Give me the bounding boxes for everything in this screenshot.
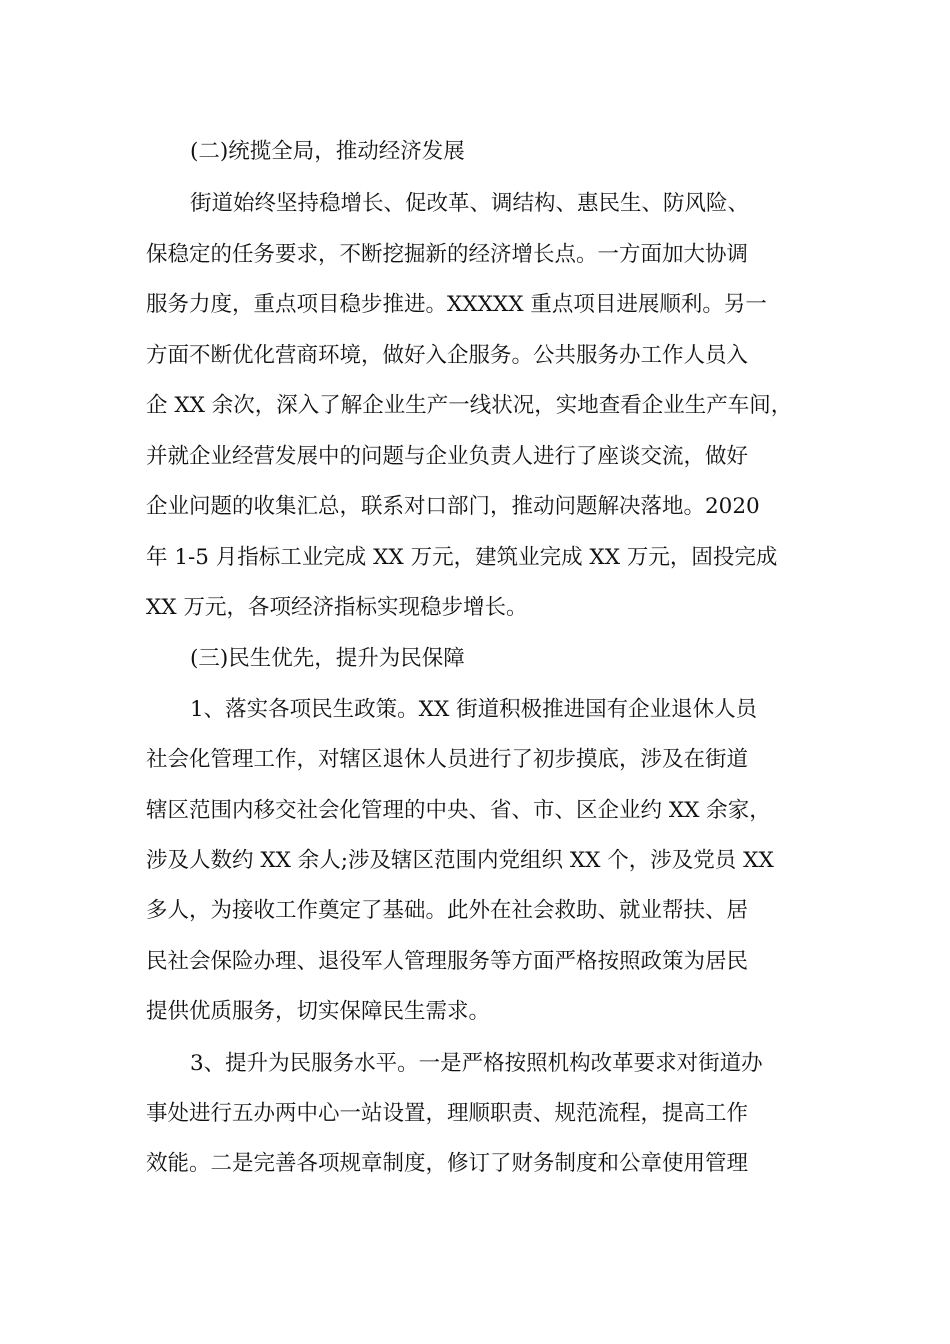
- paragraph-line: 年 1-5 月指标工业完成 XX 万元，建筑业完成 XX 万元，固投完成: [146, 545, 778, 570]
- paragraph-line: 辖区范围内移交社会化管理的中央、省、市、区企业约 XX 余家，: [146, 798, 771, 823]
- paragraph-line: 街道始终坚持稳增长、促改革、调结构、惠民生、防风险、: [190, 191, 750, 216]
- paragraph-line: 服务力度，重点项目稳步推进。XXXXX 重点项目进展顺利。另一: [146, 292, 767, 317]
- paragraph-line: 企业问题的收集汇总，联系对口部门，推动问题解决落地。2020: [146, 494, 760, 519]
- paragraph-line: 并就企业经营发展中的问题与企业负责人进行了座谈交流，做好: [146, 444, 749, 469]
- paragraph-line: 方面不断优化营商环境，做好入企服务。公共服务办工作人员入: [146, 343, 749, 368]
- paragraph-line: 效能。二是完善各项规章制度，修订了财务制度和公章使用管理: [146, 1151, 749, 1176]
- paragraph-line: 保稳定的任务要求，不断挖掘新的经济增长点。一方面加大协调: [146, 242, 749, 267]
- paragraph-line: 3、提升为民服务水平。一是严格按照机构改革要求对街道办: [190, 1051, 763, 1076]
- paragraph-line: 社会化管理工作，对辖区退休人员进行了初步摸底，涉及在街道: [146, 747, 749, 772]
- paragraph-line: 民社会保险办理、退役军人管理服务等方面严格按照政策为居民: [146, 949, 749, 974]
- paragraph-line: XX 万元，各项经济指标实现稳步增长。: [146, 595, 528, 620]
- paragraph-line: 事处进行五办两中心一站设置，理顺职责、规范流程，提高工作: [146, 1101, 749, 1126]
- section-heading-3: (三)民生优先，提升为民保障: [190, 646, 465, 671]
- section-heading-2: (二)统揽全局，推动经济发展: [190, 139, 465, 164]
- paragraph-line: 企 XX 余次，深入了解企业生产一线状况，实地查看企业生产车间，: [146, 393, 793, 418]
- paragraph-line: 多人，为接收工作奠定了基础。此外在社会救助、就业帮扶、居: [146, 898, 749, 923]
- paragraph-line: 涉及人数约 XX 余人;涉及辖区范围内党组织 XX 个，涉及党员 XX: [146, 848, 774, 873]
- paragraph-line: 提供优质服务，切实保障民生需求。: [146, 999, 491, 1024]
- paragraph-line: 1、落实各项民生政策。XX 街道积极推进国有企业退休人员: [190, 697, 758, 722]
